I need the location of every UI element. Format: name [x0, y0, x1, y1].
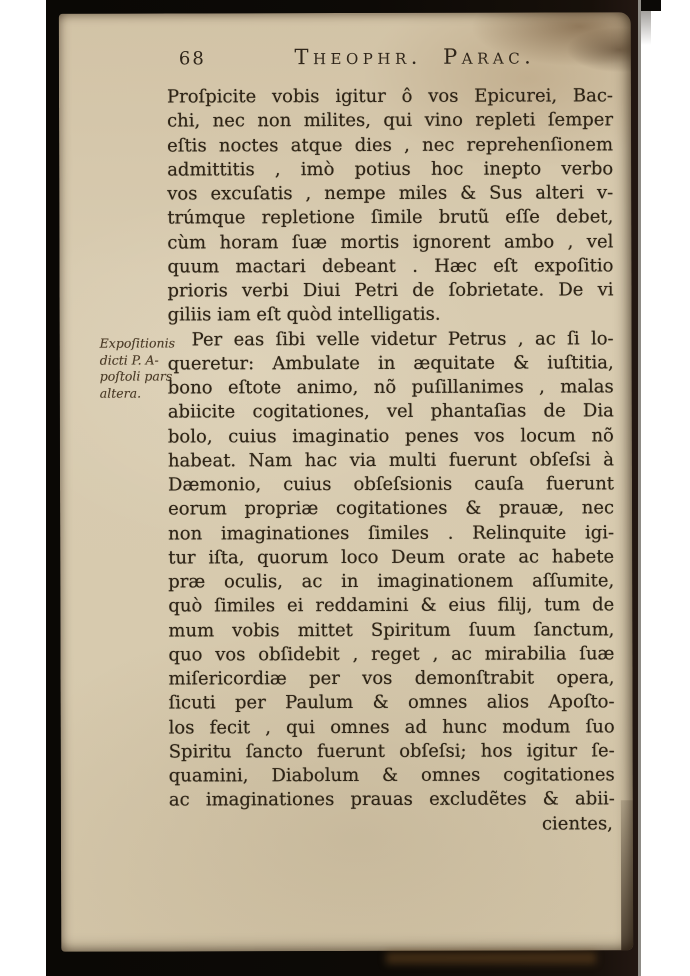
text-line: miſericordiæ per vos demonſtrabit opera, — [168, 667, 615, 690]
text-line: Dæmonio, cuius obſeſsionis cauſa fuerunt — [167, 473, 615, 496]
text-line: eſtis noctes atque dies , nec reprehenſionem — [167, 133, 614, 156]
text-line: prioris verbi Diui Petri de ſobrietate. De vi — [167, 279, 614, 302]
text-line: giliis iam eſt quòd intelligatis. — [167, 304, 441, 326]
text-line: non imaginationes ſimiles . Relinquite igi- — [168, 521, 615, 544]
page-edge-shadow — [621, 800, 633, 950]
page-header — [167, 44, 613, 71]
scan-corner-shadow — [641, 11, 651, 45]
text-line: trúmque repletione ſimile brutũ eſſe debet, — [167, 206, 614, 229]
text-line: mum vobis mittet Spiritum ſuum ſanctum, — [168, 618, 615, 641]
text-line: chi, nec non milites, qui vino repleti ſemper — [167, 109, 614, 132]
text-line: habeat. Nam hac via multi fuerunt obſeſsi à — [167, 449, 614, 472]
text-line: admittitis , imò potius hoc inepto verbo — [167, 158, 614, 181]
text-line: quamini, Diabolum & omnes cogitationes — [168, 764, 615, 787]
text-line: queretur: Ambulate in æquitate & iuſtitia, — [167, 352, 614, 375]
page-number: 68 — [178, 48, 206, 70]
text-line: ſicuti per Paulum & omnes alios Apoſto- — [168, 691, 615, 714]
text-line: bolo, cuius imaginatio penes vos locum nõ — [167, 424, 614, 447]
text-line: abiicite cogitationes, vel phantaſias de Dia — [167, 400, 614, 423]
text-line: ac imaginationes prauas excludẽtes & abii- — [168, 788, 615, 811]
text-line: præ oculis, ac in imaginationem aſſumite, — [168, 570, 615, 593]
book-page — [59, 12, 633, 951]
text-line: quum mactari debeant . Hæc eſt expoſitio — [167, 255, 614, 278]
catchword: cientes, — [541, 812, 613, 834]
text-line: los fecit , qui omnes ad hunc modum ſuo — [168, 715, 615, 738]
text-line: tur iſta, quorum loco Deum orate ac habete — [168, 546, 615, 569]
margin-note-line: dicti P. A- — [99, 351, 159, 368]
text-line: vos excuſatis , nempe miles & Sus alteri v- — [167, 182, 614, 205]
text-line: eorum propriæ cogitationes & prauæ, nec — [168, 497, 615, 520]
scan-corner-black — [641, 0, 661, 11]
scan-photo — [46, 0, 641, 976]
text-line: cùm horam ſuæ mortis ignorent ambo , vel — [167, 230, 614, 253]
margin-note-line: altera. — [99, 385, 142, 401]
text-line: quo vos obſidebit , reget , ac mirabilia ſuæ — [168, 643, 615, 666]
text-line: Per eas ſibi velle videtur Petrus , ac ſi lo- — [191, 327, 614, 350]
body-text — [167, 84, 615, 837]
margin-note — [99, 335, 175, 401]
margin-note-line: poſtoli pars — [99, 368, 173, 384]
running-header: Theophr. Parac. — [294, 44, 536, 70]
text-line: Proſpicite vobis igitur ô vos Epicurei, Bac- — [166, 85, 614, 108]
margin-note-line: Expoſitionis — [99, 335, 175, 351]
text-line: bono eſtote animo, nõ puſillanimes , malas — [167, 376, 614, 399]
scan-bottom-stain — [386, 952, 596, 964]
text-line: Spiritu ſancto fuerunt obſeſsi; hos igitur ſe- — [168, 740, 615, 763]
text-line: quò ſimiles ei reddamini & eius filij, tum de — [168, 594, 615, 617]
